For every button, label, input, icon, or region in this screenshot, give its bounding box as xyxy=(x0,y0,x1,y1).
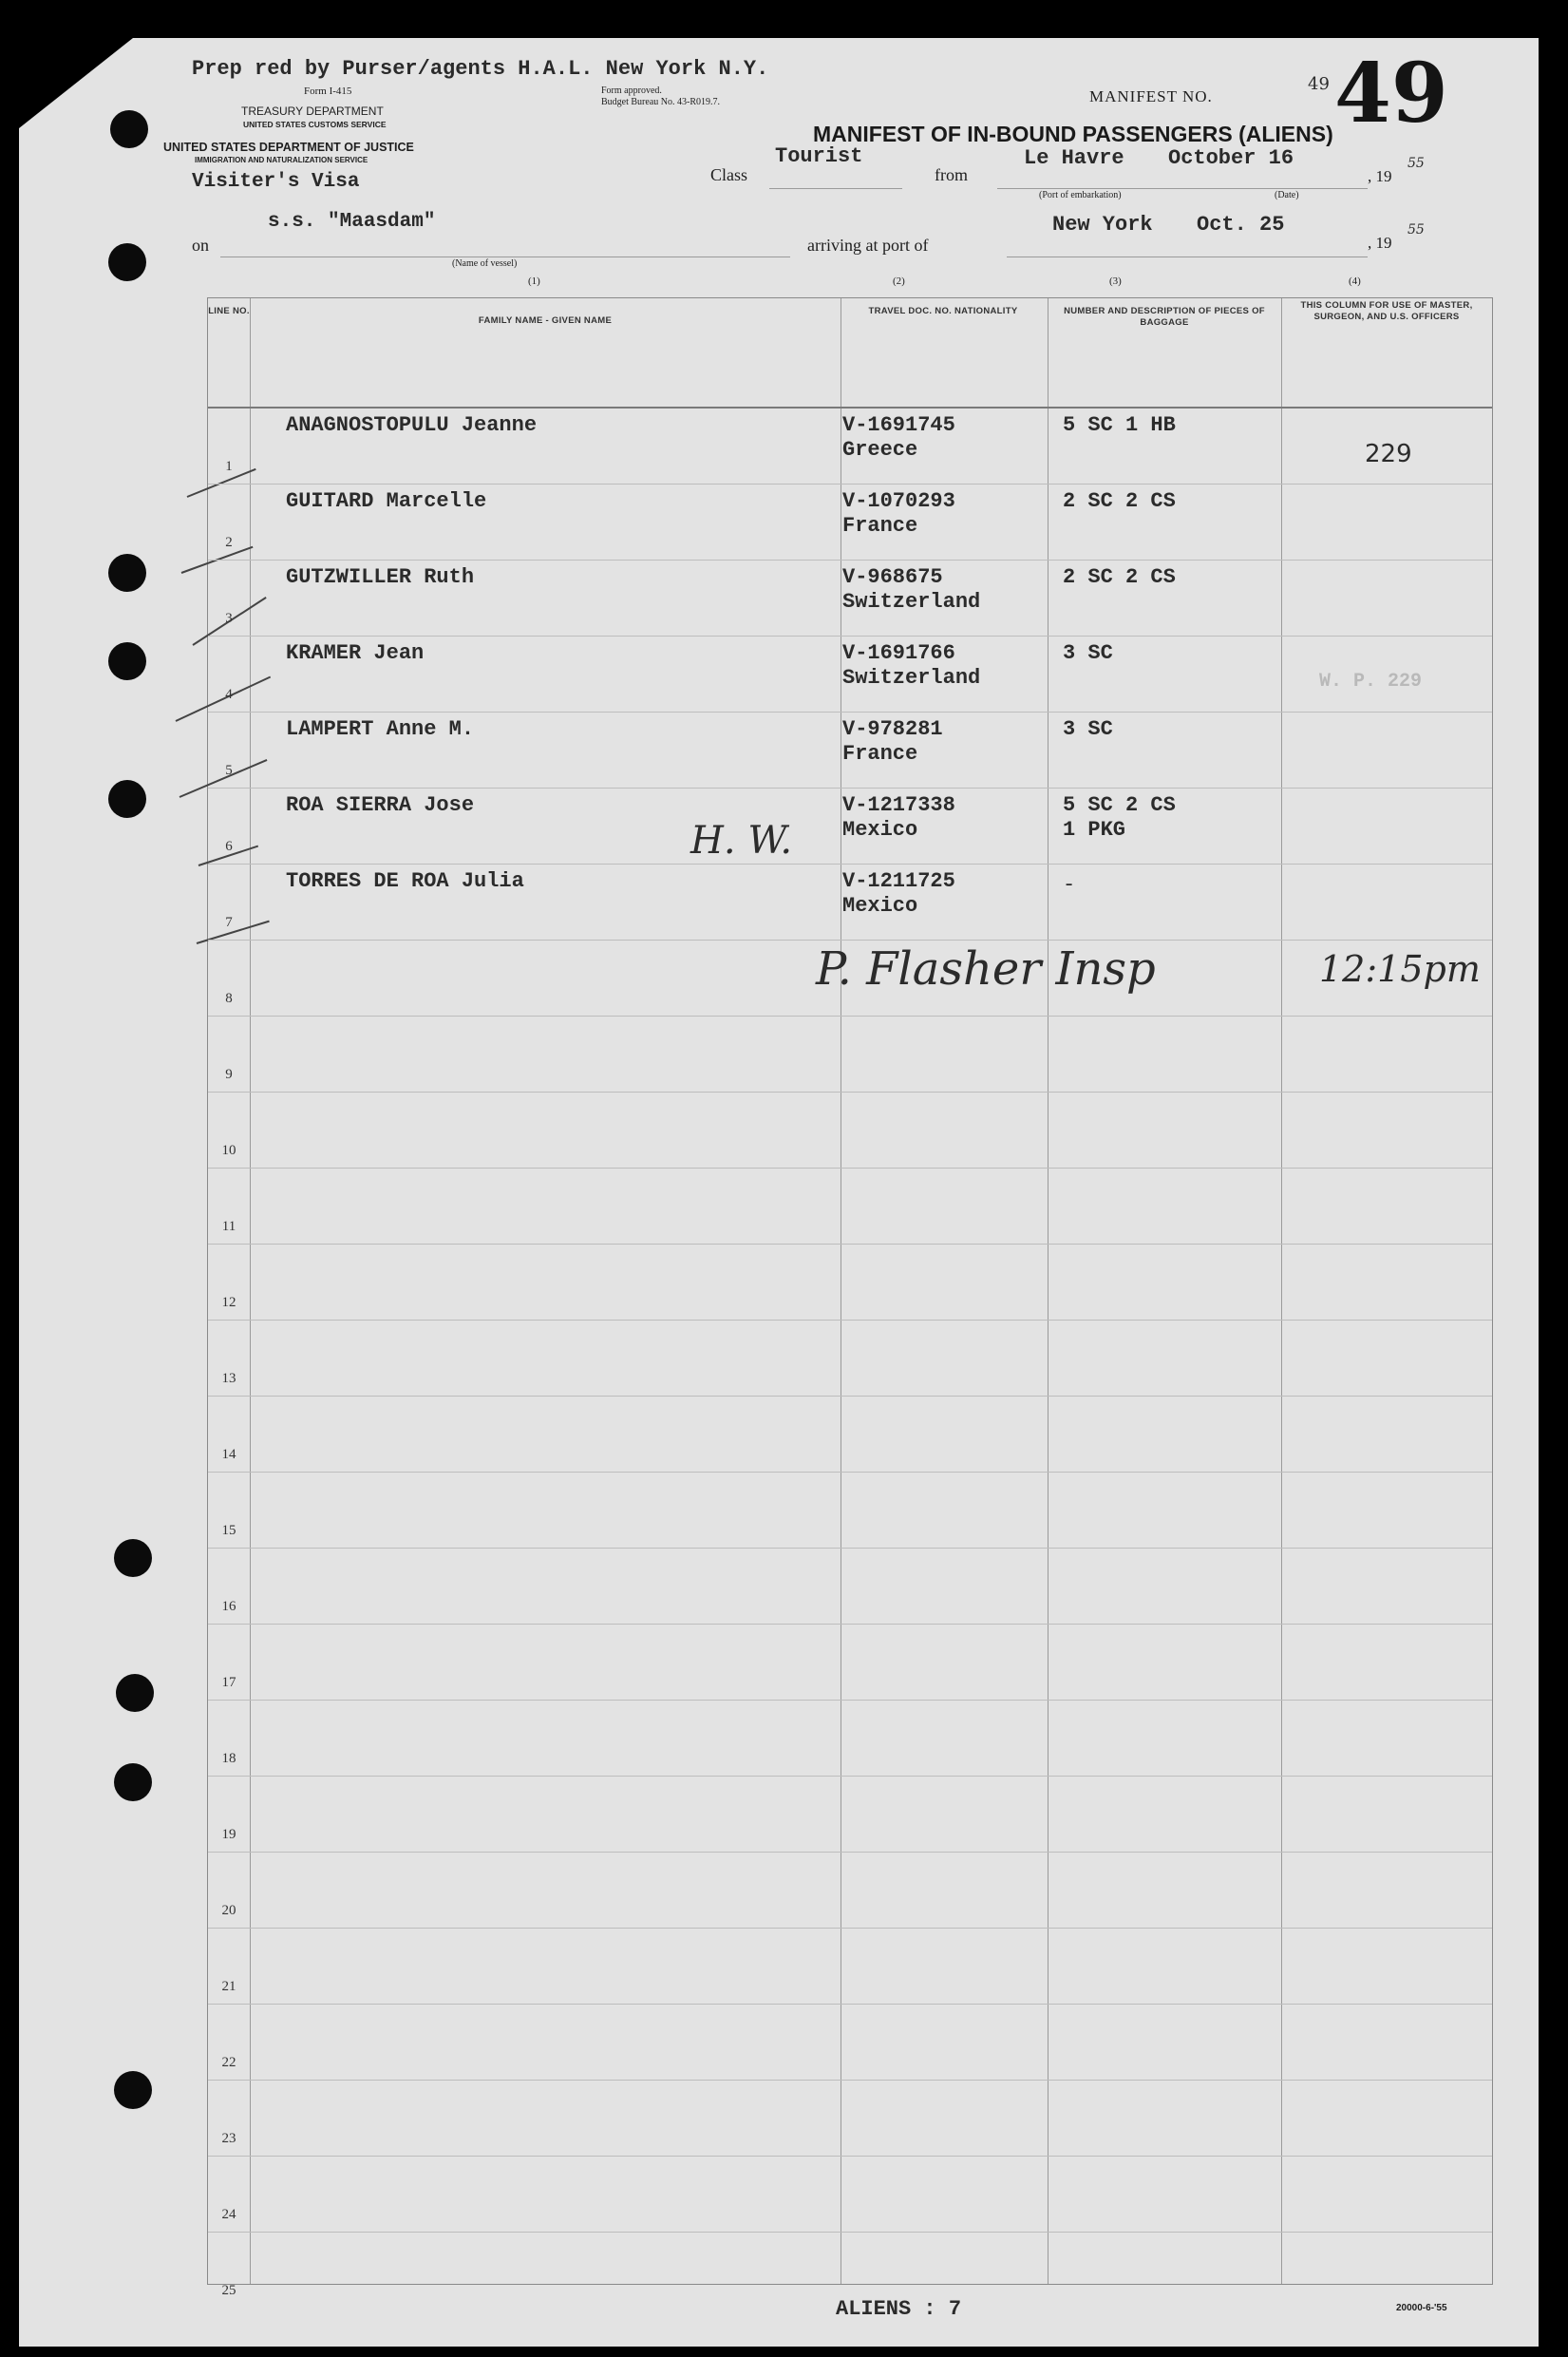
nationality: Switzerland xyxy=(842,590,981,614)
officer-note: 229 xyxy=(1365,440,1412,468)
line-number: 22 xyxy=(221,2055,236,2070)
time-note: 12:15pm xyxy=(1319,948,1481,990)
travel-doc-no: V-1211725 xyxy=(842,869,955,893)
punch-hole xyxy=(108,554,146,592)
row-rule xyxy=(208,1928,1492,1929)
line-number: 19 xyxy=(221,1827,236,1842)
row-rule xyxy=(208,2156,1492,2157)
header-travel-doc: TRAVEL DOC. NO. NATIONALITY xyxy=(868,306,1018,316)
manifest-page xyxy=(19,38,1539,2347)
department-of-justice: UNITED STATES DEPARTMENT OF JUSTICE xyxy=(163,141,414,154)
form-number: Form I-415 xyxy=(304,86,352,97)
row-rule xyxy=(208,1852,1492,1853)
class-value: Tourist xyxy=(775,144,863,168)
travel-doc-no: V-1217338 xyxy=(842,793,955,817)
line-number: 16 xyxy=(221,1599,236,1614)
customs-service: UNITED STATES CUSTOMS SERVICE xyxy=(243,120,387,129)
line-number: 3 xyxy=(225,611,233,626)
travel-doc-no: V-1070293 xyxy=(842,489,955,513)
manifest-number: 49 xyxy=(1334,46,1448,142)
embark-date: October 16 xyxy=(1168,146,1294,170)
nationality: Switzerland xyxy=(842,666,981,690)
travel-doc-no: V-978281 xyxy=(842,717,943,741)
header-baggage: NUMBER AND DESCRIPTION OF PIECES OF BAGGAGE xyxy=(1064,306,1265,328)
punch-hole xyxy=(114,1539,152,1577)
line-number: 6 xyxy=(225,839,233,854)
row-rule xyxy=(208,1244,1492,1245)
manifest-no-label: MANIFEST NO. xyxy=(1089,87,1213,105)
arrival-date: Oct. 25 xyxy=(1197,213,1285,237)
aliens-total: ALIENS : 7 xyxy=(836,2297,962,2321)
budget-bureau: Budget Bureau No. 43-R019.7. xyxy=(601,97,720,107)
line-number: 12 xyxy=(221,1295,236,1310)
line-number: 9 xyxy=(225,1067,233,1082)
row-rule xyxy=(208,1168,1492,1169)
on-label: on xyxy=(192,236,209,255)
row-rule xyxy=(208,1320,1492,1321)
passenger-name: GUITARD Marcelle xyxy=(286,489,487,513)
col-number-4: (4) xyxy=(1349,276,1361,287)
line-number: 20 xyxy=(221,1903,236,1918)
baggage: 5 SC 2 CS xyxy=(1063,793,1176,817)
vessel-name: s.s. "Maasdam" xyxy=(268,211,436,233)
form-approved: Form approved. xyxy=(601,86,662,96)
header-name: FAMILY NAME - GIVEN NAME xyxy=(478,315,613,326)
year-label: , 19 xyxy=(1368,167,1392,185)
prepared-by: Prep red by Purser/agents H.A.L. New York N.Y. xyxy=(192,57,769,81)
line-number: 7 xyxy=(225,915,233,930)
row-rule xyxy=(208,1472,1492,1473)
visa-type: Visiter's Visa xyxy=(192,171,360,193)
treasury-department: TREASURY DEPARTMENT xyxy=(241,105,384,118)
row-rule xyxy=(208,636,1492,637)
immigration-service: IMMIGRATION AND NATURALIZATION SERVICE xyxy=(195,156,368,164)
nationality: France xyxy=(842,742,918,766)
port-of-embarkation: Le Havre xyxy=(1024,146,1124,170)
nationality: France xyxy=(842,514,918,538)
line-number: 8 xyxy=(225,991,233,1006)
punch-hole xyxy=(110,110,148,148)
col-number-2: (2) xyxy=(893,276,905,287)
header-line-no: LINE NO. xyxy=(208,306,250,316)
row-rule xyxy=(208,560,1492,561)
row-rule xyxy=(208,484,1492,485)
row-rule xyxy=(208,864,1492,865)
line-number: 11 xyxy=(221,1219,236,1234)
passenger-name: ANAGNOSTOPULU Jeanne xyxy=(286,413,538,437)
travel-doc-no: V-968675 xyxy=(842,565,943,589)
row-rule xyxy=(208,1016,1492,1017)
row-rule xyxy=(208,1548,1492,1549)
passenger-name: ROA SIERRA Jose xyxy=(286,793,475,817)
nationality: Greece xyxy=(842,438,918,462)
line-number: 2 xyxy=(225,535,233,550)
inspector-signature: P. Flasher Insp xyxy=(816,942,1156,996)
passenger-name: LAMPERT Anne M. xyxy=(286,717,475,741)
baggage: 3 SC xyxy=(1063,717,1113,741)
faint-stamp-note: W. P. 229 xyxy=(1319,671,1423,693)
class-label: Class xyxy=(710,165,748,184)
nationality: Mexico xyxy=(842,894,918,918)
arrival-year-suffix: 55 xyxy=(1407,222,1425,238)
punch-hole xyxy=(114,1763,152,1801)
line-number: 1 xyxy=(225,459,233,474)
manifest-title: MANIFEST OF IN-BOUND PASSENGERS (ALIENS) xyxy=(813,122,1333,146)
baggage: - xyxy=(1063,873,1076,897)
baggage: 5 SC 1 HB xyxy=(1063,413,1176,437)
passenger-name: TORRES DE ROA Julia xyxy=(286,869,524,893)
baggage: 2 SC 2 CS xyxy=(1063,489,1176,513)
row-rule xyxy=(208,1624,1492,1625)
baggage: 2 SC 2 CS xyxy=(1063,565,1176,589)
vessel-caption: (Name of vessel) xyxy=(452,258,518,269)
baggage: 3 SC xyxy=(1063,641,1113,665)
bracket-initials: H. W. xyxy=(690,819,793,863)
travel-doc-no: V-1691745 xyxy=(842,413,955,437)
line-number: 17 xyxy=(221,1675,236,1690)
line-number: 24 xyxy=(221,2207,236,2222)
line-number: 14 xyxy=(221,1447,236,1462)
nationality: Mexico xyxy=(842,818,918,842)
col-number-3: (3) xyxy=(1109,276,1122,287)
travel-doc-no: V-1691766 xyxy=(842,641,955,665)
passenger-table xyxy=(207,297,1493,2298)
punch-hole xyxy=(108,642,146,680)
print-code: 20000-6-'55 xyxy=(1396,2303,1447,2313)
passenger-name: KRAMER Jean xyxy=(286,641,425,665)
embarkation-caption: (Port of embarkation) xyxy=(1039,190,1122,200)
punch-hole xyxy=(116,1674,154,1712)
row-rule xyxy=(208,2232,1492,2233)
arriving-label: arriving at port of xyxy=(807,236,929,255)
row-rule xyxy=(208,1776,1492,1777)
punch-hole xyxy=(114,2071,152,2109)
line-number: 23 xyxy=(221,2131,236,2146)
row-rule xyxy=(208,1092,1492,1093)
header-officers: THIS COLUMN FOR USE OF MASTER, SURGEON, AND U.S. OFFICERS xyxy=(1300,300,1473,322)
date-caption: (Date) xyxy=(1275,190,1299,200)
from-label: from xyxy=(935,165,968,184)
row-rule xyxy=(208,712,1492,713)
line-number: 21 xyxy=(221,1979,236,1994)
row-rule xyxy=(208,2004,1492,2005)
row-rule xyxy=(208,788,1492,789)
year-suffix: 55 xyxy=(1407,156,1425,171)
line-number: 13 xyxy=(221,1371,236,1386)
line-number: 15 xyxy=(221,1523,236,1538)
baggage-extra: 1 PKG xyxy=(1063,818,1126,842)
arrival-port: New York xyxy=(1052,213,1153,237)
col-number-1: (1) xyxy=(528,276,540,287)
line-number: 25 xyxy=(221,2283,236,2298)
row-rule xyxy=(208,1396,1492,1397)
punch-hole xyxy=(108,780,146,818)
row-rule xyxy=(208,2080,1492,2081)
punch-hole xyxy=(108,243,146,281)
row-rule xyxy=(208,1700,1492,1701)
arrival-year-label: , 19 xyxy=(1368,234,1392,252)
passenger-name: GUTZWILLER Ruth xyxy=(286,565,475,589)
line-number: 18 xyxy=(221,1751,236,1766)
row-rule xyxy=(208,940,1492,941)
line-number: 4 xyxy=(225,687,233,702)
manifest-no-pencil: 49 xyxy=(1308,74,1330,94)
line-number: 5 xyxy=(225,763,233,778)
line-number: 10 xyxy=(221,1143,236,1158)
